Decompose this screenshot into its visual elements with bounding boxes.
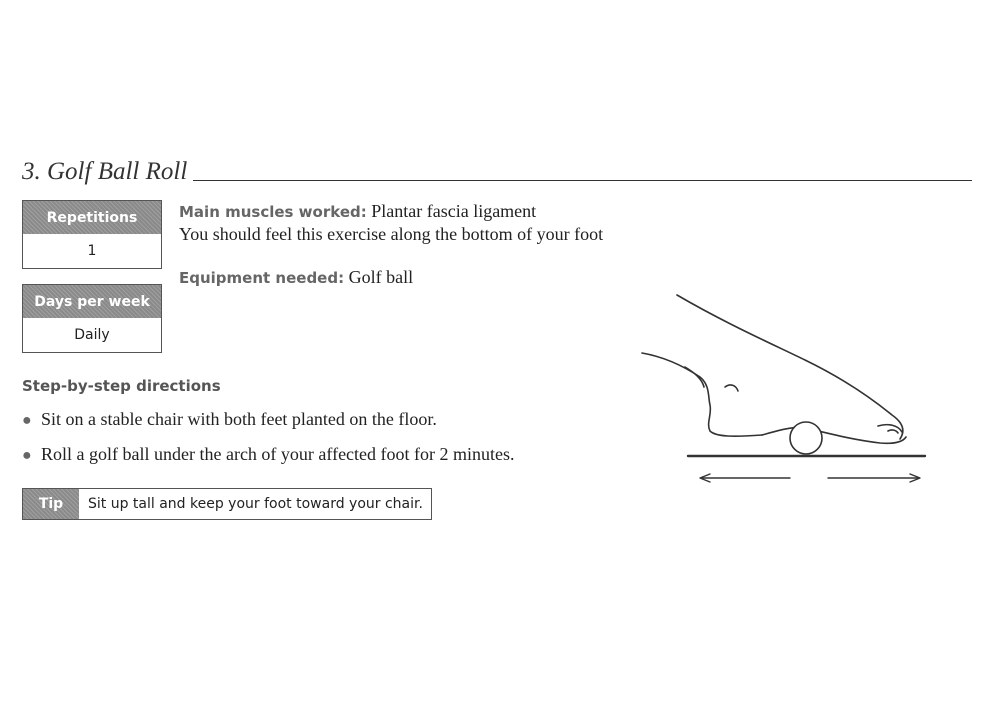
leg-top-outline: [677, 295, 903, 439]
directions-heading: Step-by-step directions: [22, 377, 221, 395]
muscles-value: Plantar fascia ligament: [371, 201, 537, 221]
repetitions-box: [22, 200, 162, 269]
step-text: Sit on a stable chair with both feet planted on the floor.: [41, 409, 437, 429]
muscles-block: [179, 200, 603, 245]
tip-label: Tip: [23, 489, 79, 519]
tip-box: [22, 488, 432, 520]
toe-nail: [888, 430, 898, 433]
step-text: Roll a golf ball under the arch of your affected foot for 2 minutes.: [41, 444, 515, 464]
list-item: [22, 443, 515, 467]
ankle-bone-curve: [725, 385, 738, 391]
exercise-title-row: [22, 154, 972, 184]
list-item: [22, 408, 515, 432]
days-per-week-value: Daily: [23, 318, 161, 352]
tip-text: Sit up tall and keep your foot toward your chair.: [88, 496, 423, 512]
muscles-label: Main muscles worked:: [179, 203, 367, 221]
golf-ball: [790, 422, 822, 454]
foot-golf-ball-illustration: [630, 285, 940, 500]
days-per-week-box: [22, 284, 162, 353]
bullet-icon: ●: [22, 412, 32, 429]
bullet-icon: ●: [22, 447, 32, 464]
feel-text: You should feel this exercise along the bottom of your foot: [179, 224, 604, 244]
leg-back-outline: [642, 353, 762, 436]
title-underline: [193, 180, 972, 181]
exercise-title: 3. Golf Ball Roll: [22, 158, 188, 185]
days-per-week-label: Days per week: [23, 285, 161, 318]
equipment-block: [179, 266, 413, 289]
equipment-value: Golf ball: [348, 267, 414, 287]
repetitions-label: Repetitions: [23, 201, 161, 234]
directions-list: [22, 408, 515, 478]
equipment-label: Equipment needed:: [179, 269, 345, 287]
repetitions-value: 1: [23, 234, 161, 268]
sole-outline: [762, 428, 906, 444]
